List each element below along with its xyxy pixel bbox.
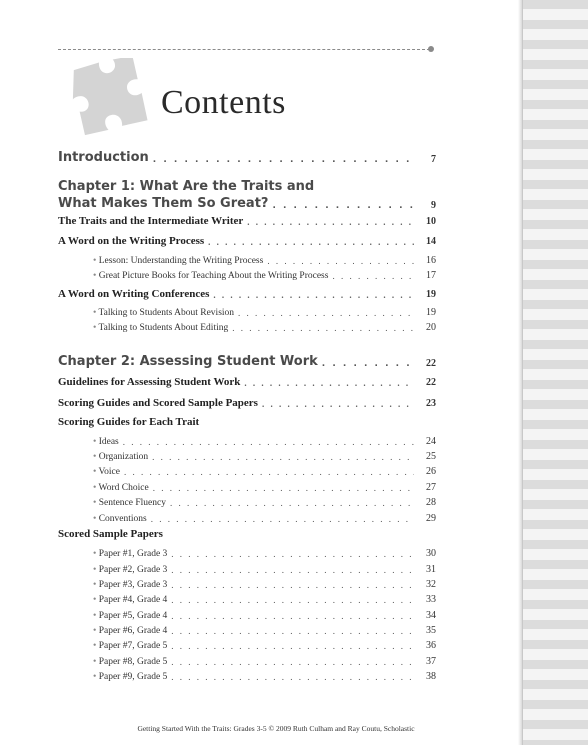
toc-page-number: 16: [426, 255, 436, 266]
toc-subentry: [93, 436, 436, 447]
toc-entry-label: • Talking to Students About Revision: [93, 308, 234, 318]
dot-leader: [244, 378, 414, 388]
toc-page-number: 24: [426, 436, 436, 447]
toc-entry-label: • Organization: [93, 452, 148, 462]
toc-page-number: 29: [426, 513, 436, 524]
toc-subentry: [93, 497, 436, 508]
toc-entry-label: What Makes Them So Great?: [58, 196, 269, 211]
toc-section: [58, 397, 436, 409]
chapter-1-heading-line1: Chapter 1: What Are the Traits and: [58, 179, 315, 194]
toc-entry-label: A Word on Writing Conferences: [58, 288, 210, 300]
toc-page-number: 19: [426, 307, 436, 318]
toc-subentry: [93, 451, 436, 462]
dot-leader: [151, 514, 414, 524]
toc-page-number: 33: [426, 594, 436, 605]
toc-entry-label: • Paper #3, Grade 3: [93, 580, 167, 590]
dot-leader: [171, 641, 414, 651]
toc-subentry: [93, 322, 436, 333]
toc-entry-label: A Word on the Writing Process: [58, 235, 205, 247]
toc-subentry: [93, 513, 436, 524]
toc-page-number: 22: [426, 377, 436, 388]
toc-page-number: 7: [431, 154, 436, 165]
toc-page-number: 36: [426, 640, 436, 651]
toc-chapter: [58, 354, 436, 369]
dot-leader: [171, 580, 414, 590]
toc-subentry: [93, 548, 436, 559]
toc-subentry: [93, 656, 436, 667]
toc-entry-label: • Paper #7, Grade 5: [93, 641, 167, 651]
toc-entry-label: • Paper #1, Grade 3: [93, 549, 167, 559]
dot-leader: [153, 155, 414, 165]
toc-page-number: 27: [426, 482, 436, 493]
dot-leader: [247, 217, 414, 227]
dot-leader: [124, 467, 414, 477]
toc-page-number: 31: [426, 564, 436, 575]
toc-subentry: [93, 579, 436, 590]
toc-page-number: 38: [426, 671, 436, 682]
toc-section: [58, 376, 436, 388]
puzzle-piece-icon: [60, 58, 150, 138]
dot-leader: [153, 483, 414, 493]
dot-leader: [171, 657, 414, 667]
toc-subentry: [93, 594, 436, 605]
heading-scored-sample-papers: Scored Sample Papers: [58, 528, 163, 540]
toc-chapter: [58, 196, 436, 211]
toc-page-number: 9: [431, 200, 436, 211]
heading-scoring-guides-each-trait: Scoring Guides for Each Trait: [58, 416, 200, 428]
toc-subentry: [93, 270, 436, 281]
dot-leader: [152, 452, 414, 462]
toc-subentry: [93, 610, 436, 621]
toc-entry-label: • Voice: [93, 467, 120, 477]
dot-leader: [332, 271, 414, 281]
dot-leader: [322, 359, 414, 369]
toc-entry-label: • Word Choice: [93, 483, 149, 493]
toc-entry-label: • Paper #6, Grade 4: [93, 626, 167, 636]
toc-entry-label: • Lesson: Understanding the Writing Process: [93, 256, 263, 266]
toc-entry-label: Introduction: [58, 150, 149, 165]
toc-entry-label: • Sentence Fluency: [93, 498, 166, 508]
toc-entry-label: • Paper #4, Grade 4: [93, 595, 167, 605]
toc-entry-label: • Paper #5, Grade 4: [93, 611, 167, 621]
toc-entry-label: The Traits and the Intermediate Writer: [58, 215, 244, 227]
toc-page-number: 17: [426, 270, 436, 281]
toc-subentry: [93, 640, 436, 651]
toc-entry-label: • Conventions: [93, 514, 147, 524]
toc-entry-label: • Great Picture Books for Teaching About the Writing Process: [93, 271, 328, 281]
dot-leader: [262, 399, 414, 409]
toc-page-number: 30: [426, 548, 436, 559]
dot-leader: [171, 565, 414, 575]
toc-page-number: 20: [426, 322, 436, 333]
toc-entry-label: • Paper #9, Grade 5: [93, 672, 167, 682]
toc-entry-label: • Paper #2, Grade 3: [93, 565, 167, 575]
dashed-rule: [58, 49, 430, 50]
dot-leader: [171, 549, 414, 559]
dot-leader: [213, 290, 414, 300]
dot-leader: [272, 201, 414, 211]
toc-subentry: [93, 671, 436, 682]
dot-leader: [171, 595, 414, 605]
dot-leader: [208, 237, 414, 247]
toc-entry-label: Scoring Guides and Scored Sample Papers: [58, 397, 258, 409]
toc-page-number: 25: [426, 451, 436, 462]
page-footer: Getting Started With the Traits: Grades 3-5 © 2009 Ruth Culham and Ray Coutu, Scholastic: [137, 724, 415, 733]
toc-page-number: 32: [426, 579, 436, 590]
toc-page-number: 10: [426, 216, 436, 227]
toc-subentry: [93, 482, 436, 493]
toc-page-number: 22: [426, 358, 436, 369]
dot-leader: [238, 308, 414, 318]
toc-page-number: 28: [426, 497, 436, 508]
toc-page-number: 35: [426, 625, 436, 636]
rule-end-dot: [428, 46, 434, 52]
dot-leader: [171, 626, 414, 636]
toc-entry-label: Guidelines for Assessing Student Work: [58, 376, 241, 388]
toc-entry-label: Chapter 2: Assessing Student Work: [58, 354, 318, 369]
dot-leader: [267, 256, 414, 266]
toc-page-number: 23: [426, 398, 436, 409]
toc-subentry: [93, 625, 436, 636]
page-title: Contents: [161, 84, 286, 121]
toc-entry-label: • Paper #8, Grade 5: [93, 657, 167, 667]
toc-section: [58, 215, 436, 227]
toc-subentry: [93, 255, 436, 266]
dot-leader: [123, 437, 414, 447]
toc-page-number: 37: [426, 656, 436, 667]
toc-subentry: [93, 564, 436, 575]
dot-leader: [171, 611, 414, 621]
toc-subentry: [93, 307, 436, 318]
toc-page-number: 14: [426, 236, 436, 247]
toc-page-number: 34: [426, 610, 436, 621]
toc-entry-label: • Talking to Students About Editing: [93, 323, 228, 333]
dot-leader: [232, 323, 414, 333]
toc-subentry: [93, 466, 436, 477]
dot-leader: [171, 672, 414, 682]
toc-section: [58, 288, 436, 300]
toc-page-number: 26: [426, 466, 436, 477]
toc-page-number: 19: [426, 289, 436, 300]
toc-chapter: [58, 150, 436, 165]
dot-leader: [170, 498, 414, 508]
toc-entry-label: • Ideas: [93, 437, 119, 447]
toc-section: [58, 235, 436, 247]
striped-margin: [522, 0, 588, 745]
